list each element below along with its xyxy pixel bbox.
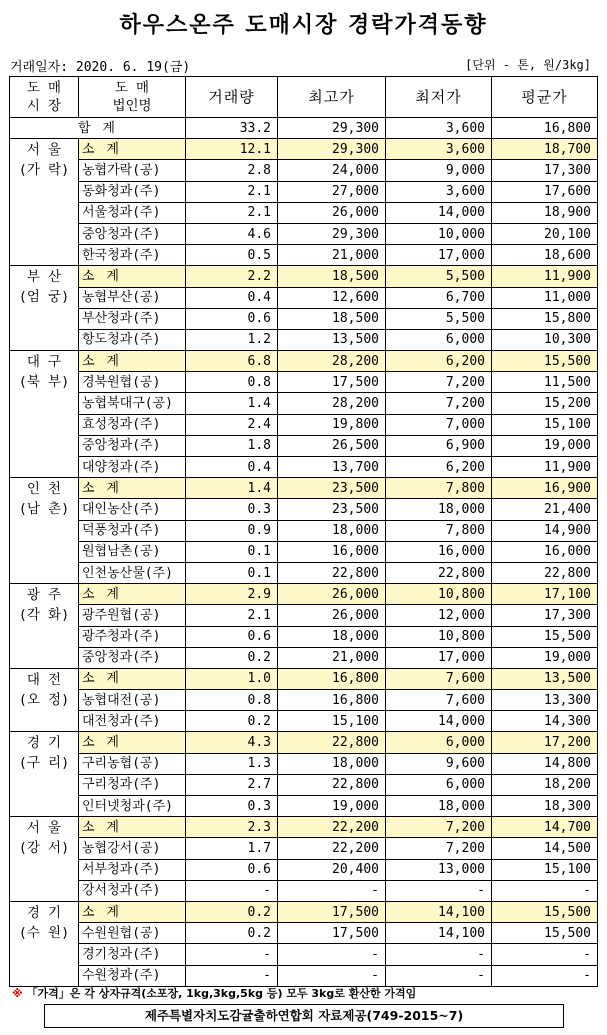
cell-volume: 0.8 [186, 372, 278, 393]
total-row [10, 118, 598, 139]
cell-avg: 15,500 [492, 626, 598, 647]
cell-min: 10,000 [386, 223, 492, 244]
cell-avg: 18,300 [492, 796, 598, 817]
cell-volume: 1.3 [186, 753, 278, 774]
cell-max: 16,000 [278, 541, 386, 562]
table-row [10, 647, 598, 668]
header-market-line1: 도 매 [26, 80, 62, 96]
cell-corp: 중앙청과(주) [79, 223, 186, 244]
cell-avg: - [492, 944, 598, 965]
cell-avg: 14,300 [492, 711, 598, 732]
subtotal-row [10, 668, 598, 689]
cell-corp: 수원원협(공) [79, 923, 186, 944]
cell-volume: - [186, 944, 278, 965]
cell-min: 7,600 [386, 690, 492, 711]
cell-max: 19,000 [278, 796, 386, 817]
cell-min: 18,000 [386, 499, 492, 520]
cell-avg: 16,900 [492, 478, 598, 499]
market-name [10, 901, 79, 986]
market-name [10, 668, 79, 732]
market-name-line: (각 화) [18, 607, 70, 624]
header-min: 최저가 [386, 77, 492, 118]
table-row [10, 308, 598, 329]
cell-volume: 0.2 [186, 711, 278, 732]
cell-avg: 16,000 [492, 541, 598, 562]
market-name-line: (수 원) [18, 924, 70, 941]
cell-corp: 농협대전(공) [79, 690, 186, 711]
cell-corp: 소 계 [79, 732, 186, 753]
subtotal-row [10, 584, 598, 605]
cell-min: 6,900 [386, 435, 492, 456]
cell-volume: 2.8 [186, 160, 278, 181]
cell-avg: 15,500 [492, 923, 598, 944]
cell-volume: 0.4 [186, 287, 278, 308]
cell-corp: 중앙청과(주) [79, 647, 186, 668]
cell-avg: 14,500 [492, 838, 598, 859]
cell-volume: 4.3 [186, 732, 278, 753]
cell-min: 14,100 [386, 923, 492, 944]
cell-corp: 서울청과(주) [79, 202, 186, 223]
cell-min: - [386, 944, 492, 965]
cell-corp: 농협북대구(공) [79, 393, 186, 414]
market-name [10, 817, 79, 902]
cell-max: 17,500 [278, 923, 386, 944]
table-row [10, 541, 598, 562]
subtotal-row [10, 732, 598, 753]
total-max: 29,300 [278, 118, 386, 139]
cell-min: 17,000 [386, 245, 492, 266]
cell-volume: 4.6 [186, 223, 278, 244]
cell-avg: 17,300 [492, 160, 598, 181]
table-row [10, 414, 598, 435]
cell-min: 6,000 [386, 732, 492, 753]
header-market [10, 77, 79, 118]
market-name-line: (엄 궁) [18, 289, 70, 306]
cell-min: 6,000 [386, 774, 492, 795]
cell-max: 16,800 [278, 690, 386, 711]
cell-avg: 11,900 [492, 457, 598, 478]
cell-min: 14,000 [386, 711, 492, 732]
cell-avg: 17,100 [492, 584, 598, 605]
cell-avg: 14,800 [492, 753, 598, 774]
header-avg: 평균가 [492, 77, 598, 118]
subtotal-row [10, 351, 598, 372]
cell-max: 15,100 [278, 711, 386, 732]
market-name [10, 351, 79, 478]
subtotal-row [10, 139, 598, 160]
market-name-line: 부 산 [26, 269, 62, 286]
table-row [10, 393, 598, 414]
table-row [10, 690, 598, 711]
cell-corp: 광주청과(주) [79, 626, 186, 647]
cell-min: 9,600 [386, 753, 492, 774]
cell-volume: 0.3 [186, 796, 278, 817]
market-name [10, 478, 79, 584]
cell-avg: 18,600 [492, 245, 598, 266]
table-row [10, 287, 598, 308]
cell-volume: - [186, 880, 278, 901]
table-row [10, 859, 598, 880]
cell-volume: 0.6 [186, 626, 278, 647]
cell-min: 7,800 [386, 478, 492, 499]
table-row [10, 774, 598, 795]
market-name-line: (남 촌) [18, 501, 70, 518]
cell-min: 5,500 [386, 266, 492, 287]
cell-corp: 인터넷청과(주) [79, 796, 186, 817]
cell-avg: 21,400 [492, 499, 598, 520]
cell-max: 19,800 [278, 414, 386, 435]
cell-volume: 0.1 [186, 541, 278, 562]
cell-min: 10,800 [386, 626, 492, 647]
table-row [10, 838, 598, 859]
cell-avg: 19,000 [492, 647, 598, 668]
table-row [10, 202, 598, 223]
table-row [10, 944, 598, 965]
cell-max: 28,200 [278, 351, 386, 372]
table-row [10, 499, 598, 520]
cell-min: 7,600 [386, 668, 492, 689]
cell-volume: 1.4 [186, 478, 278, 499]
cell-max: 12,600 [278, 287, 386, 308]
table-row [10, 181, 598, 202]
cell-volume: 2.7 [186, 774, 278, 795]
source-box: 제주특별자치도감귤출하연합회 자료제공(749-2015~7) [44, 1004, 564, 1028]
cell-corp: 소 계 [79, 584, 186, 605]
cell-min: 6,200 [386, 351, 492, 372]
market-name-line: 경 기 [26, 735, 62, 752]
cell-max: 22,200 [278, 838, 386, 859]
cell-max: 29,300 [278, 223, 386, 244]
price-table [9, 76, 598, 987]
cell-corp: 경북원협(공) [79, 372, 186, 393]
cell-corp: 부산청과(주) [79, 308, 186, 329]
cell-volume: 2.1 [186, 605, 278, 626]
cell-avg: 18,200 [492, 774, 598, 795]
cell-avg: 19,000 [492, 435, 598, 456]
cell-corp: 강서청과(주) [79, 880, 186, 901]
cell-volume: 12.1 [186, 139, 278, 160]
cell-max: 13,700 [278, 457, 386, 478]
cell-corp: 소 계 [79, 668, 186, 689]
cell-avg: 15,500 [492, 351, 598, 372]
market-name [10, 732, 79, 817]
market-name-line: (구 리) [18, 755, 70, 772]
cell-corp: 서부청과(주) [79, 859, 186, 880]
cell-volume: 1.7 [186, 838, 278, 859]
footnote [12, 985, 416, 1001]
cell-volume: 2.2 [186, 266, 278, 287]
cell-corp: 소 계 [79, 901, 186, 922]
table-row [10, 753, 598, 774]
cell-volume: 0.5 [186, 245, 278, 266]
header-market-line2: 시 장 [26, 98, 62, 114]
cell-volume: 1.2 [186, 329, 278, 350]
cell-max: 13,500 [278, 329, 386, 350]
table-row [10, 372, 598, 393]
market-name-line: 서 울 [26, 820, 62, 837]
cell-corp: 광주원협(공) [79, 605, 186, 626]
cell-volume: 0.2 [186, 647, 278, 668]
cell-max: - [278, 944, 386, 965]
market-name-line: (오 정) [18, 691, 70, 708]
cell-corp: 덕풍청과(주) [79, 520, 186, 541]
cell-corp: 농협부산(공) [79, 287, 186, 308]
cell-min: 22,800 [386, 562, 492, 583]
cell-min: - [386, 965, 492, 986]
table-row [10, 245, 598, 266]
header-corp-line1: 도 매 [114, 80, 150, 96]
cell-avg: 15,200 [492, 393, 598, 414]
cell-avg: 14,700 [492, 817, 598, 838]
market-name-line: (북 부) [18, 374, 70, 391]
table-row [10, 796, 598, 817]
cell-max: 21,000 [278, 647, 386, 668]
cell-avg: 18,900 [492, 202, 598, 223]
cell-min: 5,500 [386, 308, 492, 329]
cell-max: 27,000 [278, 181, 386, 202]
cell-volume: 0.2 [186, 923, 278, 944]
cell-max: 26,000 [278, 202, 386, 223]
cell-min: 3,600 [386, 139, 492, 160]
cell-min: 6,000 [386, 329, 492, 350]
market-name [10, 584, 79, 669]
cell-max: 26,000 [278, 605, 386, 626]
cell-corp: 소 계 [79, 266, 186, 287]
cell-min: - [386, 880, 492, 901]
cell-min: 7,800 [386, 520, 492, 541]
header-row [10, 77, 598, 118]
cell-min: 18,000 [386, 796, 492, 817]
cell-corp: 원협남촌(공) [79, 541, 186, 562]
table-row [10, 605, 598, 626]
cell-max: 28,200 [278, 393, 386, 414]
market-name-line: 경 기 [26, 904, 62, 921]
header-corp [79, 77, 186, 118]
header-max: 최고가 [278, 77, 386, 118]
cell-min: 7,200 [386, 372, 492, 393]
total-avg: 16,800 [492, 118, 598, 139]
cell-max: 23,500 [278, 499, 386, 520]
cell-max: 23,500 [278, 478, 386, 499]
cell-min: 17,000 [386, 647, 492, 668]
market-name-line: (강 서) [18, 840, 70, 857]
cell-corp: 인천농산물(주) [79, 562, 186, 583]
cell-corp: 소 계 [79, 351, 186, 372]
cell-min: 6,700 [386, 287, 492, 308]
unit-note: [단위 - 톤, 원/3kg] [465, 58, 591, 72]
cell-volume: 0.4 [186, 457, 278, 478]
cell-avg: 17,300 [492, 605, 598, 626]
footnote-text: 「가격」은 각 상자규격(소포장, 1kg,3kg,5kg 등) 모두 3kg로 환산한 가격임 [26, 987, 417, 1000]
cell-max: 22,200 [278, 817, 386, 838]
cell-max: 22,800 [278, 774, 386, 795]
cell-min: 14,100 [386, 901, 492, 922]
cell-corp: 한국청과(주) [79, 245, 186, 266]
cell-min: 16,000 [386, 541, 492, 562]
cell-volume: 0.8 [186, 690, 278, 711]
header-volume: 거래량 [186, 77, 278, 118]
cell-volume: 0.9 [186, 520, 278, 541]
cell-min: 3,600 [386, 181, 492, 202]
cell-min: 7,200 [386, 817, 492, 838]
market-name-line: 대 구 [26, 354, 62, 371]
page-title: 하우스온주 도매시장 경락가격동향 [119, 13, 488, 38]
cell-max: 17,500 [278, 901, 386, 922]
cell-avg: 13,300 [492, 690, 598, 711]
cell-corp: 대양청과(주) [79, 457, 186, 478]
cell-avg: 15,100 [492, 414, 598, 435]
cell-avg: - [492, 880, 598, 901]
cell-avg: 11,500 [492, 372, 598, 393]
cell-volume: 2.9 [186, 584, 278, 605]
cell-volume: 0.2 [186, 901, 278, 922]
meta-row [0, 56, 603, 74]
cell-min: 14,000 [386, 202, 492, 223]
table-row [10, 562, 598, 583]
cell-max: 18,500 [278, 266, 386, 287]
cell-corp: 소 계 [79, 478, 186, 499]
cell-corp: 구리청과(주) [79, 774, 186, 795]
cell-avg: 15,100 [492, 859, 598, 880]
cell-volume: 0.6 [186, 308, 278, 329]
cell-max: 17,500 [278, 372, 386, 393]
cell-avg: 11,000 [492, 287, 598, 308]
cell-avg: 20,100 [492, 223, 598, 244]
table-row [10, 965, 598, 986]
cell-avg: 10,300 [492, 329, 598, 350]
cell-corp: 항도청과(주) [79, 329, 186, 350]
cell-avg: 15,800 [492, 308, 598, 329]
cell-min: 9,000 [386, 160, 492, 181]
cell-max: 22,800 [278, 562, 386, 583]
table-row [10, 223, 598, 244]
table-row [10, 435, 598, 456]
cell-max: - [278, 965, 386, 986]
cell-min: 12,000 [386, 605, 492, 626]
cell-min: 7,000 [386, 414, 492, 435]
cell-volume: 1.4 [186, 393, 278, 414]
cell-min: 7,200 [386, 838, 492, 859]
cell-corp: 중앙청과(주) [79, 435, 186, 456]
cell-max: - [278, 880, 386, 901]
cell-corp: 구리농협(공) [79, 753, 186, 774]
cell-corp: 대전청과(주) [79, 711, 186, 732]
market-name [10, 139, 79, 266]
cell-max: 16,800 [278, 668, 386, 689]
subtotal-row [10, 817, 598, 838]
table-row [10, 711, 598, 732]
cell-volume: 0.3 [186, 499, 278, 520]
cell-avg: 17,600 [492, 181, 598, 202]
cell-volume: 6.8 [186, 351, 278, 372]
cell-volume: 1.8 [186, 435, 278, 456]
cell-corp: 효성청과(주) [79, 414, 186, 435]
cell-avg: 14,900 [492, 520, 598, 541]
cell-max: 21,000 [278, 245, 386, 266]
cell-max: 24,000 [278, 160, 386, 181]
cell-corp: 대인농산(주) [79, 499, 186, 520]
table-row [10, 520, 598, 541]
subtotal-row [10, 478, 598, 499]
total-label: 합 계 [10, 118, 186, 139]
cell-volume: 2.4 [186, 414, 278, 435]
cell-corp: 소 계 [79, 139, 186, 160]
subtotal-row [10, 266, 598, 287]
market-name [10, 266, 79, 351]
cell-corp: 농협강서(공) [79, 838, 186, 859]
cell-volume: 2.1 [186, 202, 278, 223]
cell-max: 18,000 [278, 626, 386, 647]
cell-max: 26,000 [278, 584, 386, 605]
cell-max: 26,500 [278, 435, 386, 456]
cell-min: 13,000 [386, 859, 492, 880]
cell-max: 18,500 [278, 308, 386, 329]
cell-volume: 0.6 [186, 859, 278, 880]
trade-date: 거래일자: 2020. 6. 19(금) [10, 60, 191, 75]
footnote-mark: ※ [12, 987, 23, 1000]
cell-avg: 15,500 [492, 901, 598, 922]
cell-corp: 농협가락(공) [79, 160, 186, 181]
cell-avg: 17,200 [492, 732, 598, 753]
total-min: 3,600 [386, 118, 492, 139]
cell-avg: 22,800 [492, 562, 598, 583]
cell-volume: 0.1 [186, 562, 278, 583]
cell-corp: 경기청과(주) [79, 944, 186, 965]
cell-max: 18,000 [278, 520, 386, 541]
market-name-line: 인 천 [26, 481, 62, 498]
market-name-line: 광 주 [26, 587, 62, 604]
table-row [10, 880, 598, 901]
cell-corp: 수원청과(주) [79, 965, 186, 986]
cell-max: 29,300 [278, 139, 386, 160]
cell-min: 6,200 [386, 457, 492, 478]
table-row [10, 457, 598, 478]
cell-max: 22,800 [278, 732, 386, 753]
subtotal-row [10, 901, 598, 922]
cell-volume: 2.3 [186, 817, 278, 838]
cell-max: 20,400 [278, 859, 386, 880]
cell-volume: 1.0 [186, 668, 278, 689]
cell-avg: 13,500 [492, 668, 598, 689]
cell-avg: 11,900 [492, 266, 598, 287]
header-corp-line2: 법인명 [112, 98, 152, 114]
cell-avg: 18,700 [492, 139, 598, 160]
table-row [10, 160, 598, 181]
table-row [10, 923, 598, 944]
total-volume: 33.2 [186, 118, 278, 139]
market-name-line: 대 전 [26, 671, 62, 688]
cell-corp: 동화청과(주) [79, 181, 186, 202]
market-name-line: (가 락) [18, 162, 70, 179]
cell-corp: 소 계 [79, 817, 186, 838]
cell-volume: - [186, 965, 278, 986]
market-name-line: 서 울 [26, 142, 62, 159]
cell-min: 7,200 [386, 393, 492, 414]
cell-max: 18,000 [278, 753, 386, 774]
cell-volume: 2.1 [186, 181, 278, 202]
table-row [10, 329, 598, 350]
table-row [10, 626, 598, 647]
cell-avg: - [492, 965, 598, 986]
cell-min: 10,800 [386, 584, 492, 605]
